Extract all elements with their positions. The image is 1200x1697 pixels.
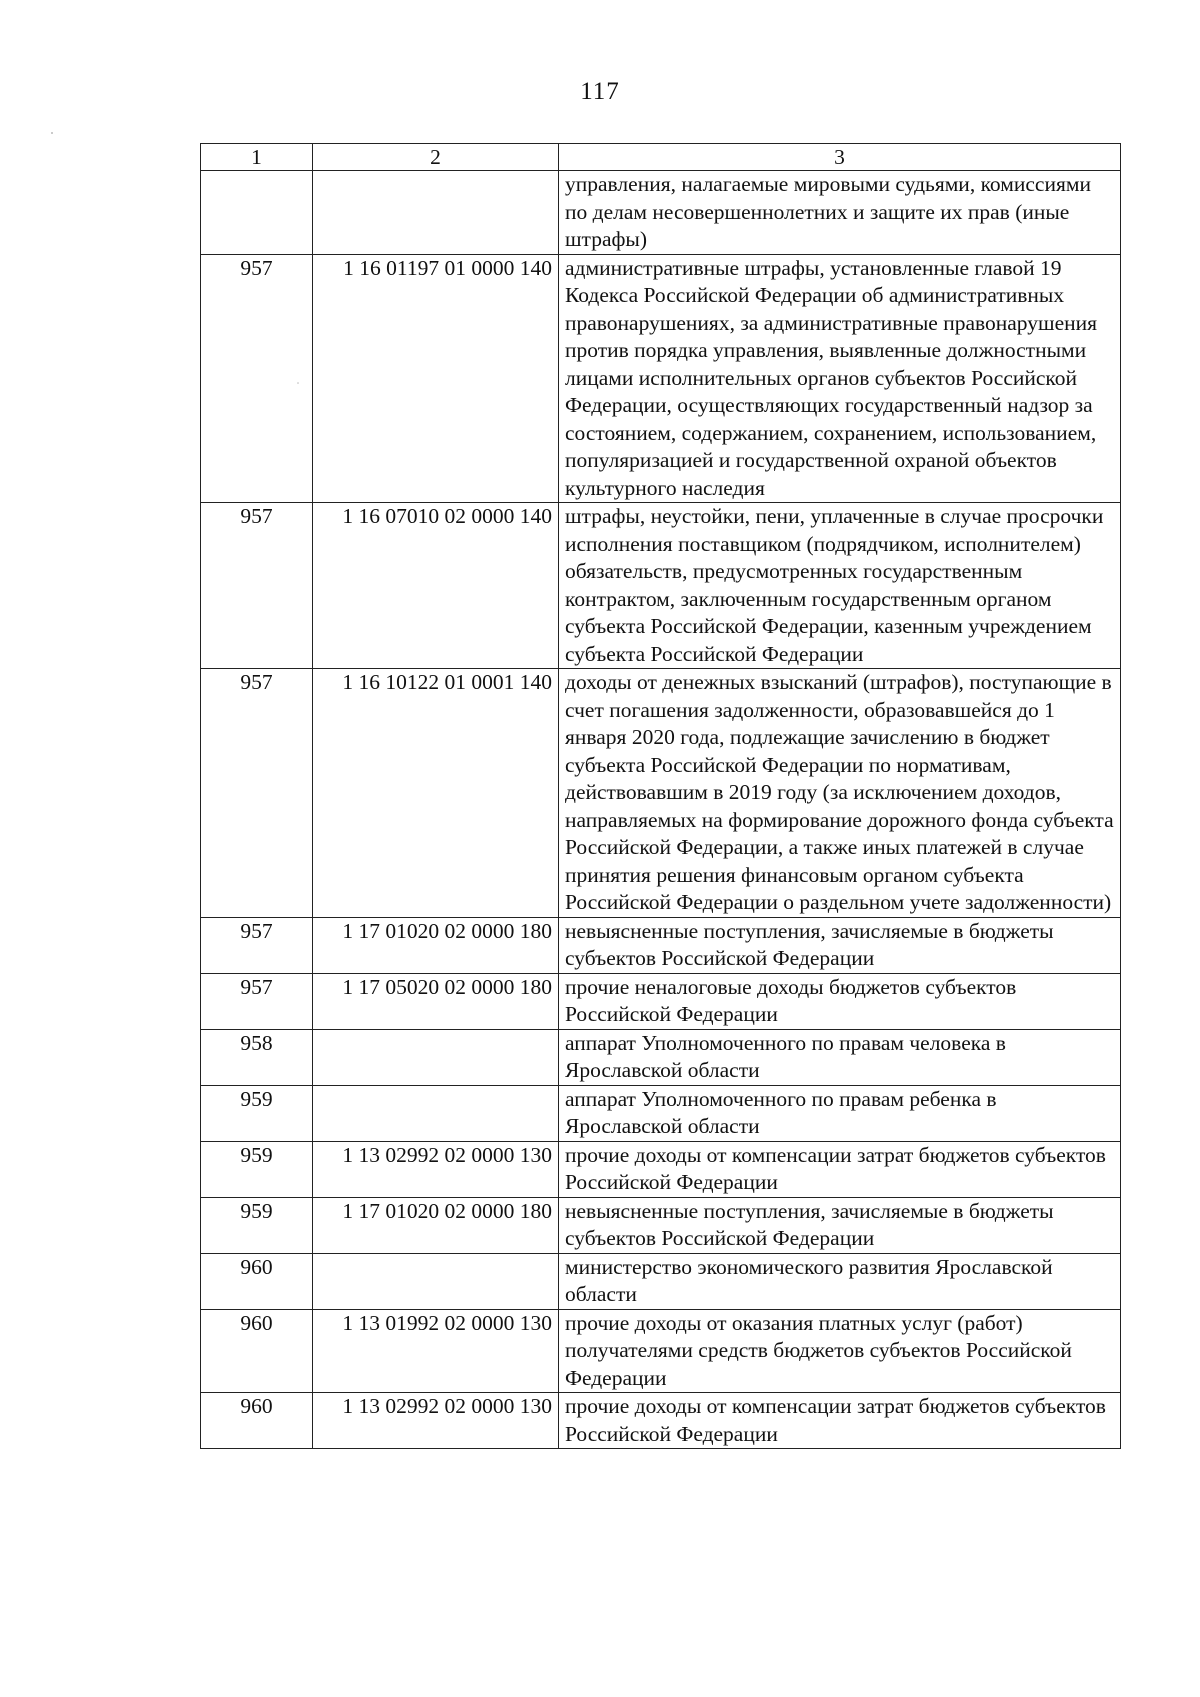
column-header-1: 1 [201,144,313,171]
admin-code-cell: 957 [201,254,313,503]
revenue-code-cell [313,1085,559,1141]
admin-code-cell: 959 [201,1085,313,1141]
table-row [201,1309,1121,1393]
admin-code-cell: 957 [201,669,313,918]
table-row [201,973,1121,1029]
table-row [201,503,1121,669]
revenue-code-cell: 1 16 10122 01 0001 140 [313,669,559,918]
admin-code-cell: 960 [201,1393,313,1449]
table-row [201,1197,1121,1253]
description-cell: управления, налагаемые мировыми судьями, комиссиями по делам несовершеннолетних и защите их прав (иные штрафы) [559,171,1121,255]
description-cell: невыясненные поступления, зачисляемые в бюджеты субъектов Российской Федерации [559,917,1121,973]
admin-code-cell: 958 [201,1029,313,1085]
description-cell: административные штрафы, установленные главой 19 Кодекса Российской Федерации об административных правонарушениях, за административные правонарушения против порядка управления, выявленные должностными лицами исполнительных органов субъектов Российской Федерации, осуществляющих государственный надзор за состоянием, содержанием, сохранением, использованием, популяризацией и государственной охраной объектов культурного наследия [559,254,1121,503]
revenue-code-cell: 1 13 02992 02 0000 130 [313,1141,559,1197]
description-cell: штрафы, неустойки, пени, уплаченные в случае просрочки исполнения поставщиком (подрядчиком, исполнителем) обязательств, предусмотренных государственным контрактом, заключенным государственным органом субъекта Российской Федерации, казенным учреждением субъекта Российской Федерации [559,503,1121,669]
revenue-code-cell: 1 16 07010 02 0000 140 [313,503,559,669]
table-row [201,917,1121,973]
admin-code-cell: 959 [201,1141,313,1197]
column-header-2: 2 [313,144,559,171]
revenue-code-cell: 1 17 05020 02 0000 180 [313,973,559,1029]
description-cell: невыясненные поступления, зачисляемые в бюджеты субъектов Российской Федерации [559,1197,1121,1253]
revenue-code-cell: 1 13 02992 02 0000 130 [313,1393,559,1449]
revenue-code-cell: 1 13 01992 02 0000 130 [313,1309,559,1393]
description-cell: аппарат Уполномоченного по правам человека в Ярославской области [559,1029,1121,1085]
description-cell: аппарат Уполномоченного по правам ребенка в Ярославской области [559,1085,1121,1141]
admin-code-cell: 960 [201,1253,313,1309]
admin-code-cell: 959 [201,1197,313,1253]
description-cell: прочие неналоговые доходы бюджетов субъектов Российской Федерации [559,973,1121,1029]
description-cell: министерство экономического развития Ярославской области [559,1253,1121,1309]
admin-code-cell: 957 [201,917,313,973]
table-row [201,1141,1121,1197]
page-number: 117 [580,78,620,105]
admin-code-cell [201,171,313,255]
admin-code-cell: 957 [201,503,313,669]
table-row [201,1393,1121,1449]
table-row [201,669,1121,918]
table-header-row [201,144,1121,171]
revenue-code-cell: 1 17 01020 02 0000 180 [313,917,559,973]
description-cell: прочие доходы от компенсации затрат бюджетов субъектов Российской Федерации [559,1393,1121,1449]
revenue-codes-table [200,143,1121,1449]
scan-speck [51,132,53,134]
table-row [201,254,1121,503]
admin-code-cell: 960 [201,1309,313,1393]
description-cell: доходы от денежных взысканий (штрафов), поступающие в счет погашения задолженности, образовавшейся до 1 января 2020 года, подлежащие зачислению в бюджет субъекта Российской Федерации по нормативам, действовавшим в 2019 году (за исключением доходов, направляемых на формирование дорожного фонда субъекта Российской Федерации, а также иных платежей в случае принятия решения финансовым органом субъекта Российской Федерации о раздельном учете задолженности) [559,669,1121,918]
column-header-3: 3 [559,144,1121,171]
description-cell: прочие доходы от оказания платных услуг (работ) получателями средств бюджетов субъектов Российской Федерации [559,1309,1121,1393]
admin-code-cell: 957 [201,973,313,1029]
revenue-code-cell [313,1253,559,1309]
table-row [201,1253,1121,1309]
revenue-code-cell: 1 16 01197 01 0000 140 [313,254,559,503]
description-cell: прочие доходы от компенсации затрат бюджетов субъектов Российской Федерации [559,1141,1121,1197]
table-row [201,171,1121,255]
revenue-code-cell [313,1029,559,1085]
revenue-code-cell [313,171,559,255]
table-row [201,1029,1121,1085]
revenue-code-cell: 1 17 01020 02 0000 180 [313,1197,559,1253]
table-row [201,1085,1121,1141]
